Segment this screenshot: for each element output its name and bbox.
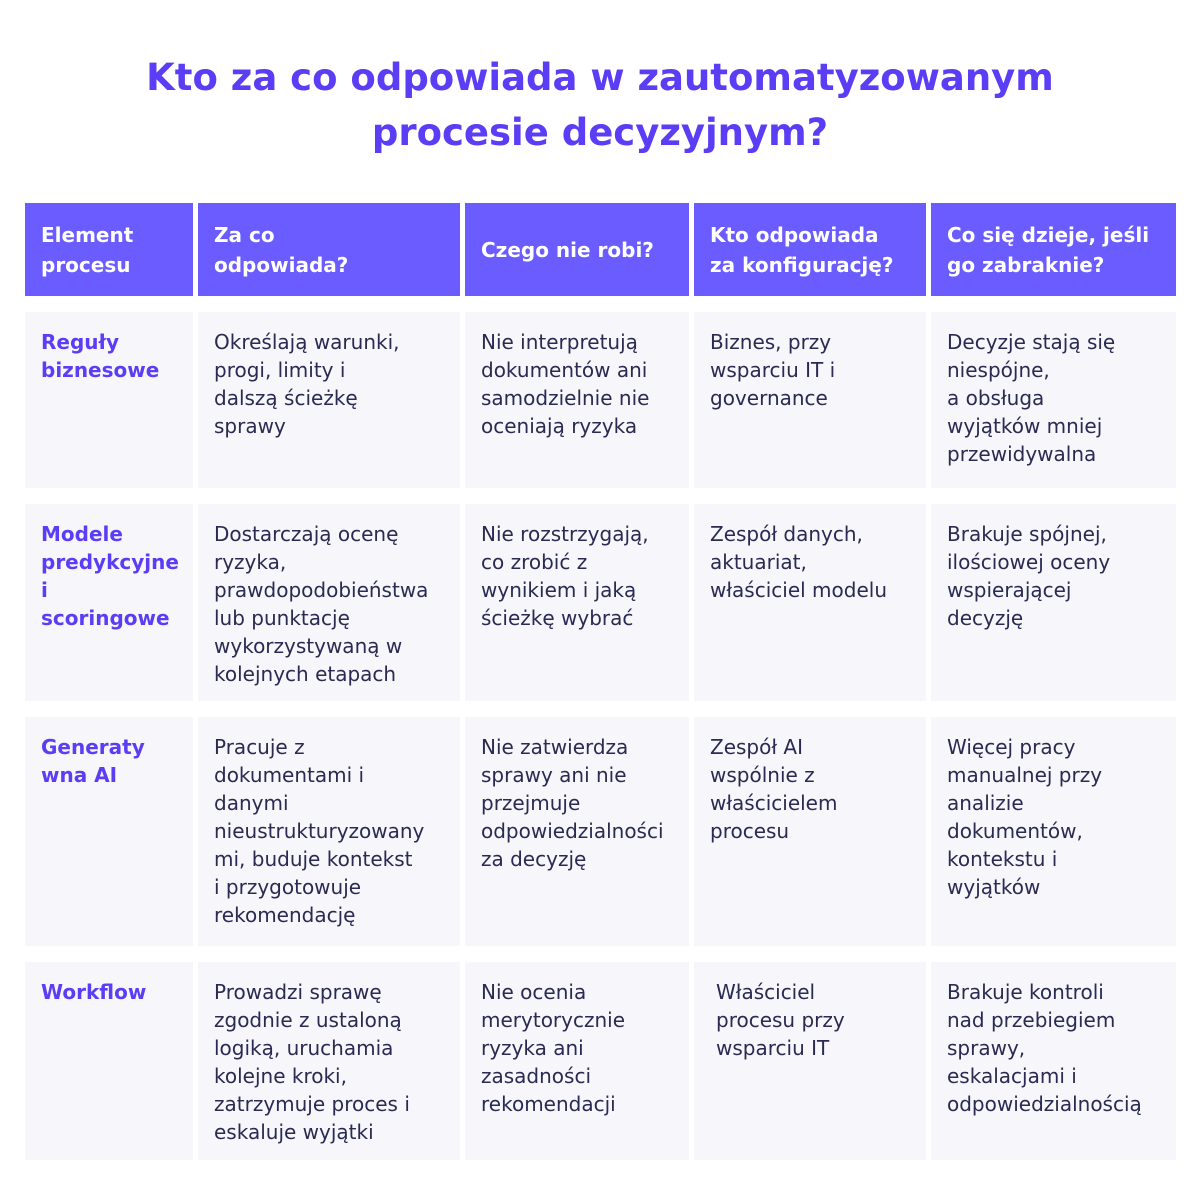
header-label: Element procesu bbox=[41, 222, 134, 277]
title-line-2: procesie decyzyjnym? bbox=[371, 111, 829, 154]
header-label: Czego nie robi? bbox=[481, 237, 654, 262]
header-cell-responsible-for bbox=[198, 203, 460, 296]
table-cell: Zespół AI wspólnie z właścicielem procesu bbox=[694, 717, 926, 946]
table-cell: Biznes, przy wsparciu IT i governance bbox=[694, 312, 926, 488]
table-cell: Zespół danych, aktuariat, właściciel modelu bbox=[694, 504, 926, 701]
header-cell-configured-by bbox=[694, 203, 926, 296]
table-cell: Właściciel procesu przy wsparciu IT bbox=[694, 962, 926, 1160]
table-cell: Pracuje z dokumentami i danymi nieustrukturyzowany mi, buduje kontekst i przygotowuje rekomendację bbox=[198, 717, 460, 946]
page-title bbox=[0, 50, 1200, 160]
title-line-1: Kto za co odpowiada w zautomatyzowanym bbox=[146, 56, 1054, 99]
table-cell: Nie ocenia merytorycznie ryzyka ani zasadności rekomendacji bbox=[465, 962, 689, 1160]
table-cell: Prowadzi sprawę zgodnie z ustaloną logiką, uruchamia kolejne kroki, zatrzymuje proces i eskaluje wyjątki bbox=[198, 962, 460, 1160]
table-cell: Brakuje kontroli nad przebiegiem sprawy, eskalacjami i odpowiedzialnością bbox=[931, 962, 1176, 1160]
table-cell: Brakuje spójnej, ilościowej oceny wspierającej decyzję bbox=[931, 504, 1176, 701]
table-cell: Określają warunki, progi, limity i dalszą ścieżkę sprawy bbox=[198, 312, 460, 488]
table-cell: Nie zatwierdza sprawy ani nie przejmuje odpowiedzialności za decyzję bbox=[465, 717, 689, 946]
header-cell-element bbox=[25, 203, 193, 296]
header-label: Co się dzieje, jeśli go zabraknie? bbox=[947, 222, 1150, 277]
header-cell-if-missing bbox=[931, 203, 1176, 296]
header-cell-does-not bbox=[465, 203, 689, 296]
table-cell: Dostarczają ocenę ryzyka, prawdopodobieństwa lub punktację wykorzystywaną w kolejnych etapach bbox=[198, 504, 460, 701]
header-label: Za co odpowiada? bbox=[214, 222, 349, 277]
row-head-predictive-models: Modele predykcyjne i scoringowe bbox=[25, 504, 193, 701]
table-cell: Nie rozstrzygają, co zrobić z wynikiem i jaką ścieżkę wybrać bbox=[465, 504, 689, 701]
responsibility-table bbox=[25, 203, 1176, 1159]
header-label: Kto odpowiada za konfigurację? bbox=[710, 222, 894, 277]
table-cell: Decyzje stają się niespójne, a obsługa wyjątków mniej przewidywalna bbox=[931, 312, 1176, 488]
row-head-workflow: Workflow bbox=[25, 962, 193, 1160]
table-cell: Nie interpretują dokumentów ani samodzielnie nie oceniają ryzyka bbox=[465, 312, 689, 488]
table-cell: Więcej pracy manualnej przy analizie dokumentów, kontekstu i wyjątków bbox=[931, 717, 1176, 946]
row-head-generative-ai: Generaty wna AI bbox=[25, 717, 193, 946]
row-head-business-rules: Reguły biznesowe bbox=[25, 312, 193, 488]
